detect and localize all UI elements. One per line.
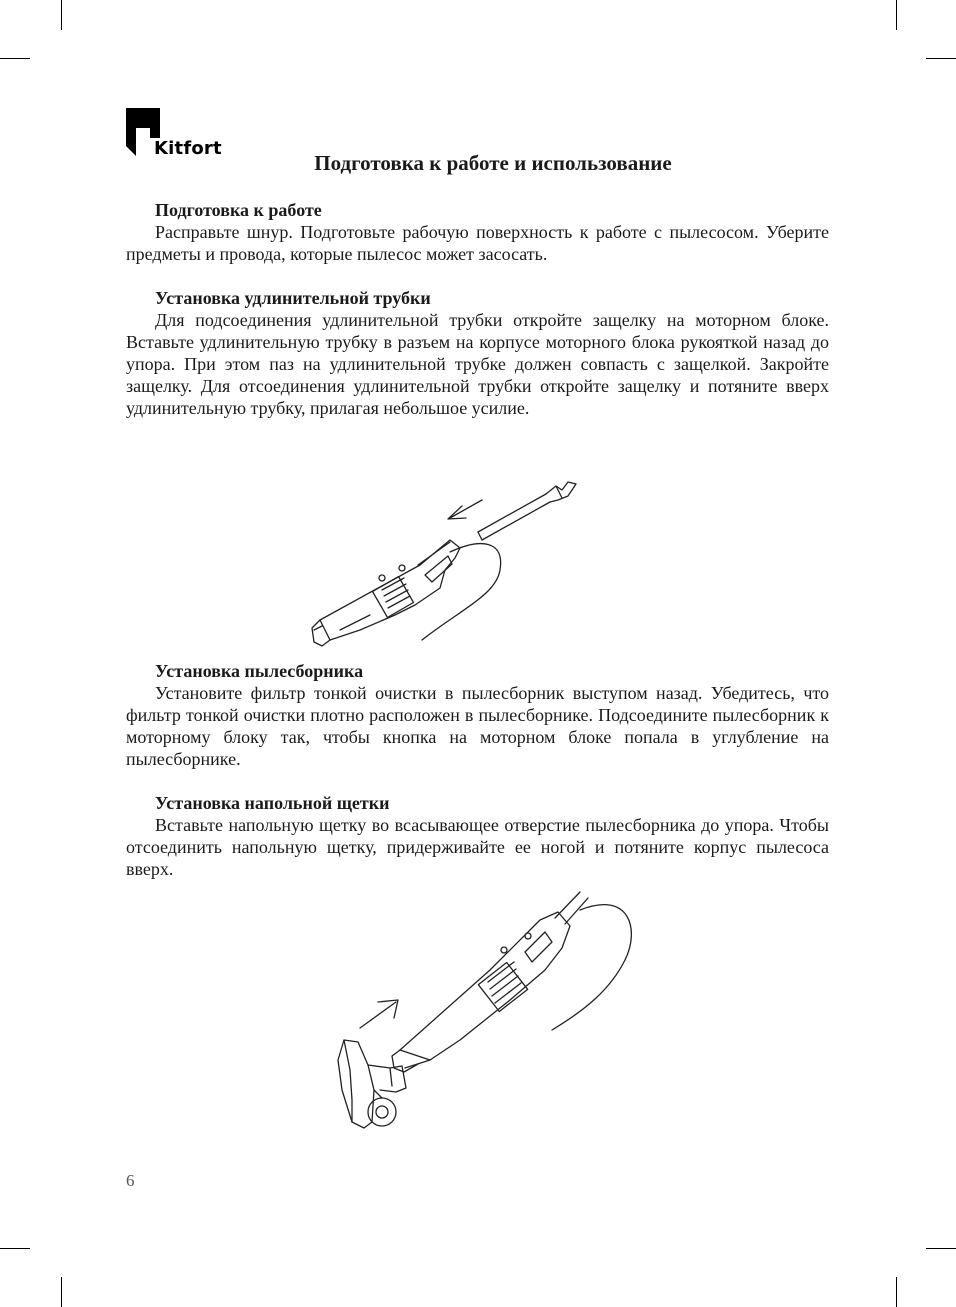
extension-tube (478, 482, 576, 540)
motor-unit (312, 540, 460, 646)
section-text: Установите фильтр тонкой очистки в пылесборник выступом назад. Убедитесь, что фильтр тонкой очистки плотно расположен в пылесборнике. Подсоедините пылесборник к моторному блоку так, чтобы кнопка на моторном блоке попала в углубление на пылесборнике. (126, 683, 829, 769)
section-text: Расправьте шнур. Подготовьте рабочую поверхность к работе с пылесосом. Уберите предметы и провода, которые пылесос может засосать. (126, 222, 829, 264)
section-text: Вставьте напольную щетку во всасывающее отверстие пылесборника до упора. Чтобы отсоединить напольную щетку, придерживайте ее ногой и потяните корпус пылесоса вверх. (126, 815, 829, 879)
crop-mark (926, 58, 956, 59)
floor-brush-illustration (330, 890, 640, 1135)
section-extension-tube (126, 287, 829, 419)
crop-mark (896, 0, 897, 30)
section-dust-container (126, 660, 829, 770)
section-preparation (126, 199, 829, 265)
section-floor-brush (126, 792, 829, 880)
page-number: 6 (126, 1171, 135, 1190)
crop-mark (896, 1277, 897, 1307)
crop-mark (61, 0, 62, 30)
section-heading: Подготовка к работе (155, 200, 322, 220)
vacuum-body (392, 912, 570, 1072)
brand-name: Kitfort (154, 138, 222, 159)
crop-mark (0, 1248, 30, 1249)
section-heading: Установка напольной щетки (155, 793, 390, 813)
page-title: Подготовка к работе и использование (314, 151, 672, 175)
arrow-icon (448, 500, 482, 519)
tube-installation-illustration (300, 470, 590, 655)
power-cord (552, 905, 631, 1030)
arrow-icon (360, 1000, 398, 1028)
crop-mark (0, 58, 30, 59)
section-heading: Установка удлинительной трубки (155, 288, 431, 308)
section-text: Для подсоединения удлинительной трубки откройте защелку на моторном блоке. Вставьте удлинительную трубку в разъем на корпусе моторного блока рукояткой назад до упора. При этом паз на удлинительной трубке должен совпасть с защелкой. Закройте защелку. Для отсоединения удлинительной трубки откройте защелку и потяните вверх удлинительную трубку, прилагая небольшое усилие. (126, 310, 829, 418)
crop-mark (61, 1277, 62, 1307)
crop-mark (926, 1248, 956, 1249)
section-heading: Установка пылесборника (155, 661, 364, 681)
